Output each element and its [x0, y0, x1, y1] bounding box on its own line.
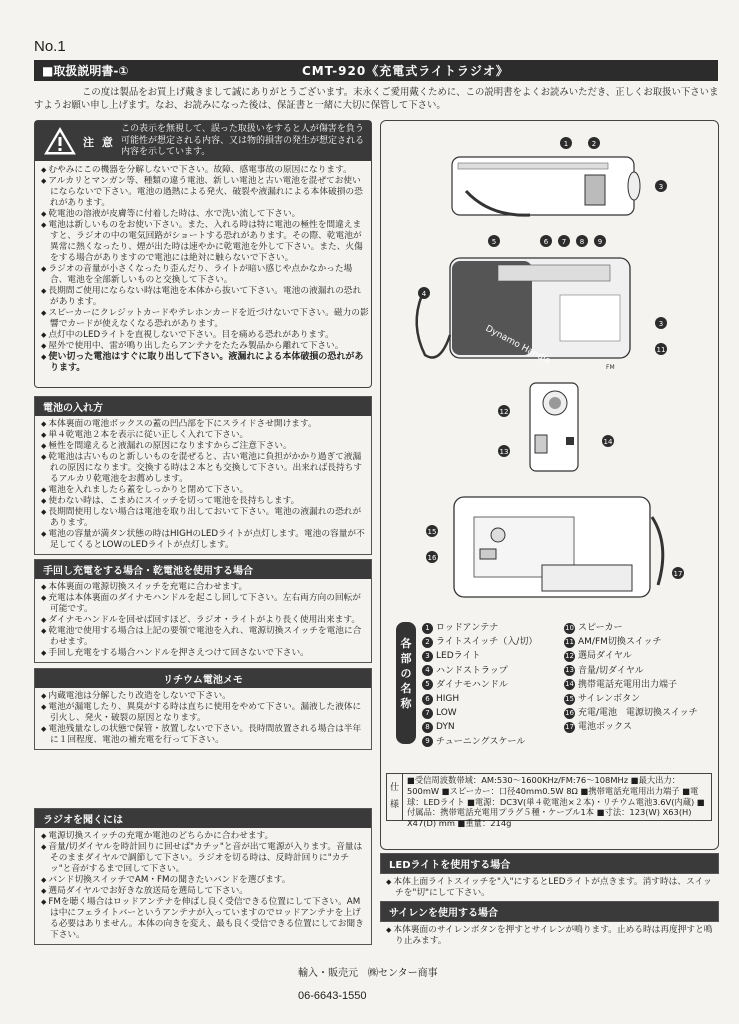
- svg-text:5: 5: [491, 238, 497, 246]
- radio-section: [34, 808, 372, 945]
- callout-8: [576, 235, 588, 247]
- list-item: ◆ 本体上面ライトスイッチを"入"にするとLEDライトが点きます。消す時は、スイッチを"切"にして下さい。: [380, 874, 719, 902]
- svg-text:8: 8: [579, 238, 585, 246]
- lithium-list: [35, 688, 371, 749]
- list-item: ◆ 電池の容量が満タン状態の時はHIGHのLEDライトが点灯します。電池の容量が不足してくるとLOWのLEDライトが点灯します。: [41, 529, 365, 551]
- list-item: ◆ 電池は新しいものをお使い下さい。また、入れる時は特に電池の極性を間違えますと、ラジオの中の電気回路がショートする恐れがあります。その際、乾電池が異常に熱くなったり、煙が出た時は速やかに乾電池を外して下さい。また、火傷をする場合がありますので電池には絶対に触らないで下さい。: [41, 220, 369, 264]
- part-item: 17 電池ボックス: [565, 722, 632, 733]
- callout-13: [498, 445, 510, 457]
- callout-2: [588, 137, 600, 149]
- product-title: CMT-920《充電式ライトラジオ》: [302, 64, 509, 78]
- intro-text: この度は製品をお買上げ戴きまして誠にありがとうございます。末永くご愛用戴くために、この説明書をよくお読みいただき、正しくお取扱い下さいますようお願い申し上げます。なお、お読みになった後は、保証書と一緒に大切に保管して下さい。: [34, 87, 719, 111]
- hand-charge-list: [35, 579, 371, 662]
- callout-17: [672, 567, 684, 579]
- callout-7: [558, 235, 570, 247]
- list-item: ◆ バンド切換スイッチでAM・FMの聞きたいバンドを選びます。: [41, 875, 365, 886]
- caution-box: [34, 120, 372, 388]
- part-item: 14 携帯電話充電用出力端子: [565, 679, 678, 690]
- list-item: ◆ 選局ダイヤルでお好きな放送局を選局して下さい。: [41, 886, 365, 897]
- svg-text:15: 15: [427, 528, 437, 536]
- callout-4: [418, 287, 430, 299]
- radio-diagram: [380, 125, 719, 615]
- siren-section: [380, 901, 719, 950]
- handle-label: Dynamo Handle: [483, 323, 553, 367]
- side-view: [530, 383, 578, 471]
- part-item: 11 AM/FM切換スイッチ: [565, 637, 662, 648]
- callout-9: [594, 235, 606, 247]
- battery-section: [34, 396, 372, 555]
- fm-label: FM: [606, 364, 615, 371]
- warning-icon: [43, 126, 77, 156]
- part-item: 7 LOW: [422, 707, 560, 719]
- svg-text:3: 3: [658, 320, 664, 328]
- callout-14: [602, 435, 614, 447]
- svg-text:6: 6: [543, 238, 549, 246]
- callout-15: [426, 525, 438, 537]
- caution-list: [41, 165, 369, 374]
- manual-title: ■取扱説明書-①: [42, 64, 129, 78]
- svg-text:1: 1: [563, 140, 569, 148]
- part-item: 10 スピーカー: [565, 623, 623, 633]
- list-item: ◆ 乾電池で使用する場合は上記の要領で電池を入れ、電源切換スイッチを電池に合わせます。: [41, 626, 365, 648]
- callout-6: [540, 235, 552, 247]
- svg-text:2: 2: [591, 140, 597, 148]
- part-item: 5 ダイナモハンドル: [422, 679, 560, 691]
- back-view: [454, 497, 663, 597]
- callout-16: [426, 551, 438, 563]
- list-item: ◆ 電池が漏電したり、異臭がする時は直ちに使用をやめて下さい。漏液した液体に引火し、発火・破裂の原因となります。: [41, 702, 365, 724]
- list-item: ◆ 手回し充電をする場合ハンドルを押さえつけて回さないで下さい。: [41, 648, 365, 659]
- callout-12: [498, 405, 510, 417]
- callout-1: [560, 137, 572, 149]
- title-bar: [34, 60, 718, 81]
- part-item: 1 ロッドアンテナ: [422, 622, 560, 634]
- list-item: ◆ 音量/切ダイヤルを時計回りに回せば"カチッ"と音が出て電源が入ります。音量はそのままダイヤルで調節して下さい。ラジオを切る時は、反時計回りに"カチッ"と音がするまで回して下さい。: [41, 842, 365, 875]
- caution-header: [35, 121, 371, 161]
- part-item: 4 ハンドストラップ: [422, 665, 560, 677]
- list-item: ◆ FMを聴く場合はロッドアンテナを伸ばし良く受信できる位置にして下さい。AMは中にフェライトバーというアンテナが入っていますのでロッドアンテナを上げる必要はありません。本体の向きを変え、最も良く受信できる位置にしてお聞き下さい。: [41, 897, 365, 941]
- list-item: ◆ むやみにこの機器を分解しないで下さい。故障、感電事故の原因になります。: [41, 165, 369, 176]
- part-item: 6 HIGH: [422, 693, 560, 705]
- list-item: ◆ 電池を入れましたら蓋をしっかりと閉めて下さい。: [41, 485, 365, 496]
- list-item: ◆ 充電は本体裏面のダイナモハンドルを起こし回して下さい。左右両方向の回転が可能です。: [41, 593, 365, 615]
- spec-box: [386, 773, 712, 829]
- spec-text: ■受信周波数帯域：AM:530〜1600KHz/FM:76〜108MHz ■最大出力：500mW ■スピーカー：口径40mm0.5W 8Ω ■携帯電話充電用出力端子 ■電球：LEDライト ■電源：DC3V(単４乾電池×２本)・リチウム電池3.6V(内蔵) ■付属品：携帯電話充電用プラグ５種・ケーブル1本 ■寸法：123(W) X63(H) X47(D) mm ■重量：214g: [407, 775, 705, 829]
- callout-3b: [655, 317, 667, 329]
- list-item: ◆ 屋外で使用中、雷が鳴り出したらアンテナをたたみ製品から離れて下さい。: [41, 341, 369, 352]
- list-item-strong: ◆ 使い切った電池はすぐに取り出して下さい。液漏れによる本体破損の恐れがあります。: [41, 352, 369, 374]
- part-item: 8 DYN: [422, 721, 560, 733]
- part-item: 15 サイレンボタン: [565, 694, 641, 705]
- top-view: [452, 157, 640, 215]
- svg-text:14: 14: [603, 438, 613, 446]
- list-item: ◆ 電源切換スイッチの充電か電池のどちらかに合わせます。: [41, 831, 365, 842]
- list-item: ◆ 電池残量なしの状態で保管・放置しないで下さい。長時間放置される場合は半年に１回程度、電池の補充電を行って下さい。: [41, 724, 365, 746]
- svg-text:12: 12: [499, 408, 509, 416]
- parts-label: 各 部 の 名 称: [396, 622, 416, 744]
- svg-text:7: 7: [561, 238, 567, 246]
- list-item: ◆ 点灯中のLEDライトを直視しないで下さい。目を痛める恐れがあります。: [41, 330, 369, 341]
- list-item: ◆ 単４乾電池２本を表示に従い正しく入れて下さい。: [41, 430, 365, 441]
- part-item: 3 LEDライト: [422, 650, 560, 662]
- callout-11: [655, 343, 667, 355]
- list-item: ◆ アルカリとマンガン等、種類の違う電池、新しい電池と古い電池を混ぜてお使いにならないで下さい。電池の過熱による発火、破裂や液漏れによる本体破損の恐れがあります。: [41, 176, 369, 209]
- part-item: 13 音量/切ダイヤル: [565, 665, 644, 676]
- hand-charge-heading: 手回し充電をする場合・乾電池を使用する場合: [35, 560, 371, 579]
- page-number: No.1: [34, 38, 66, 55]
- spec-label: 仕 様: [387, 774, 403, 820]
- list-item: ◆ 長期間ご使用にならない時は電池を本体から抜いて下さい。電池の液漏れの恐れがあります。: [41, 286, 369, 308]
- list-item: ◆ 本体裏面の電池ボックスの蓋の凹凸部を下にスライドさせ開けます。: [41, 419, 365, 430]
- svg-text:4: 4: [421, 290, 427, 298]
- radio-list: [35, 828, 371, 944]
- list-item: ◆ スピーカーにクレジットカードやテレホンカードを近づけないで下さい。磁力の影響でカードが使えなくなる恐れがあります。: [41, 308, 369, 330]
- phone-number: 06-6643-1550: [298, 990, 367, 1002]
- part-item: 16 充電/電池 電源切換スイッチ: [565, 708, 698, 719]
- parts-list: [422, 622, 712, 748]
- svg-text:11: 11: [656, 346, 666, 354]
- battery-heading: 電池の入れ方: [35, 397, 371, 416]
- siren-heading: サイレンを使用する場合: [380, 901, 719, 922]
- radio-heading: ラジオを聞くには: [35, 809, 371, 828]
- svg-text:9: 9: [597, 238, 603, 246]
- list-item: ◆ 乾電池は古いものと新しいものを混ぜると、古い電池に負担がかかり過ぎて液漏れの原因になります。交換する時は２本とも交換して下さい。出来れば長持ちするアルカリ乾電池をお薦めします。: [41, 452, 365, 485]
- list-item: ◆ 長期間使用しない場合は電池を取り出しておいて下さい。電池の液漏れの恐れがあります。: [41, 507, 365, 529]
- lithium-heading: リチウム電池メモ: [35, 669, 371, 688]
- caution-description: この表示を無視して、誤った取扱いをすると人が傷害を負う可能性が想定される内容、又は物的損害の発生が想定される内容を示しています。: [121, 124, 365, 157]
- front-view: [417, 258, 630, 371]
- led-section: [380, 853, 719, 902]
- list-item: ◆ 使わない時は、こまめにスイッチを切って電池を長持ちします。: [41, 496, 365, 507]
- list-item: ◆ 極性を間違えると液漏れの原因になりますからご注意下さい。: [41, 441, 365, 452]
- svg-text:17: 17: [673, 570, 683, 578]
- part-item: 12 選局ダイヤル: [565, 651, 632, 662]
- lithium-section: [34, 668, 372, 750]
- led-heading: LEDライトを使用する場合: [380, 853, 719, 874]
- svg-text:13: 13: [499, 448, 509, 456]
- list-item: ◆ 本体裏面のサイレンボタンを押すとサイレンが鳴ります。止める時は再度押すと鳴り止みます。: [380, 922, 719, 950]
- list-item: ◆ ラジオの音量が小さくなったり歪んだり、ライトが暗い感じや点かなかった場合、電池を全部新しいものと交換して下さい。: [41, 264, 369, 286]
- svg-text:16: 16: [427, 554, 437, 562]
- hand-charge-section: [34, 559, 372, 663]
- svg-text:3: 3: [658, 183, 664, 191]
- importer-text: 輸入・販売元 ㈱センター商事: [298, 968, 438, 979]
- battery-list: [35, 416, 371, 554]
- list-item: ◆ 本体裏面の電源切換スイッチを充電に合わせます。: [41, 582, 365, 593]
- list-item: ◆ 内蔵電池は分解したり改造をしないで下さい。: [41, 691, 365, 702]
- part-item: 9 チューニングスケール: [422, 736, 560, 748]
- list-item: ◆ 乾電池の溶液が皮膚等に付着した時は、水で洗い流して下さい。: [41, 209, 369, 220]
- callout-5: [488, 235, 500, 247]
- list-item: ◆ ダイナモハンドルを回せば回すほど、ラジオ・ライトがより長く使用出来ます。: [41, 615, 365, 626]
- part-item: 2 ライトスイッチ（入/切）: [422, 636, 560, 648]
- callout-3: [655, 180, 667, 192]
- caution-label: 注 意: [83, 136, 115, 149]
